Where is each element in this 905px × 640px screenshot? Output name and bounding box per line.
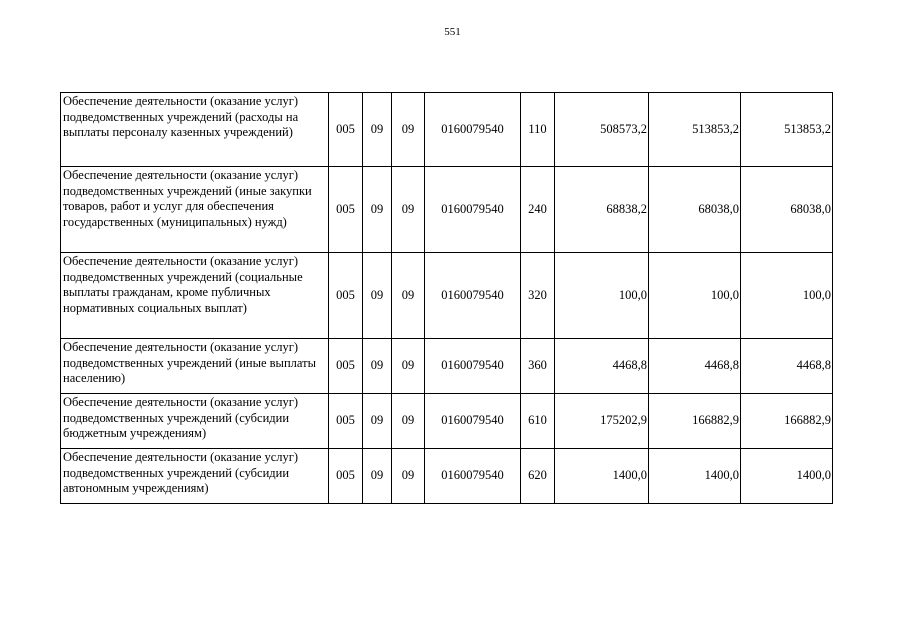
target-article-code: 0160079540 bbox=[425, 167, 521, 253]
row-description: Обеспечение деятельности (оказание услуг) подведомственных учреждений (иные выплаты населению) bbox=[61, 339, 329, 394]
target-article-code: 0160079540 bbox=[425, 339, 521, 394]
row-description: Обеспечение деятельности (оказание услуг) подведомственных учреждений (иные закупки товаров, работ и услуг для обеспечения государственных (муниципальных) нужд) bbox=[61, 167, 329, 253]
subsection-code: 09 bbox=[392, 167, 425, 253]
budget-table bbox=[60, 92, 833, 504]
amount-year-1: 175202,9 bbox=[555, 394, 649, 449]
expense-type-code: 360 bbox=[521, 339, 555, 394]
subsection-code: 09 bbox=[392, 253, 425, 339]
table-row bbox=[61, 339, 833, 394]
table-row bbox=[61, 253, 833, 339]
amount-year-1: 1400,0 bbox=[555, 449, 649, 504]
subsection-code: 09 bbox=[392, 394, 425, 449]
subsection-code: 09 bbox=[392, 339, 425, 394]
amount-year-1: 508573,2 bbox=[555, 93, 649, 167]
target-article-code: 0160079540 bbox=[425, 253, 521, 339]
table-row bbox=[61, 449, 833, 504]
amount-year-1: 4468,8 bbox=[555, 339, 649, 394]
amount-year-2: 4468,8 bbox=[649, 339, 741, 394]
row-description: Обеспечение деятельности (оказание услуг) подведомственных учреждений (социальные выплаты гражданам, кроме публичных нормативных социальных выплат) bbox=[61, 253, 329, 339]
amount-year-1: 68838,2 bbox=[555, 167, 649, 253]
ministry-code: 005 bbox=[329, 253, 363, 339]
ministry-code: 005 bbox=[329, 449, 363, 504]
section-code: 09 bbox=[363, 167, 392, 253]
amount-year-2: 68038,0 bbox=[649, 167, 741, 253]
target-article-code: 0160079540 bbox=[425, 93, 521, 167]
page-number: 551 bbox=[444, 26, 461, 38]
section-code: 09 bbox=[363, 93, 392, 167]
table-row bbox=[61, 93, 833, 167]
amount-year-1: 100,0 bbox=[555, 253, 649, 339]
amount-year-2: 513853,2 bbox=[649, 93, 741, 167]
table-row bbox=[61, 167, 833, 253]
expense-type-code: 240 bbox=[521, 167, 555, 253]
amount-year-3: 100,0 bbox=[741, 253, 833, 339]
expense-type-code: 110 bbox=[521, 93, 555, 167]
ministry-code: 005 bbox=[329, 167, 363, 253]
section-code: 09 bbox=[363, 253, 392, 339]
amount-year-3: 513853,2 bbox=[741, 93, 833, 167]
ministry-code: 005 bbox=[329, 394, 363, 449]
amount-year-2: 100,0 bbox=[649, 253, 741, 339]
row-description: Обеспечение деятельности (оказание услуг) подведомственных учреждений (субсидии бюджетным учреждениям) bbox=[61, 394, 329, 449]
subsection-code: 09 bbox=[392, 93, 425, 167]
target-article-code: 0160079540 bbox=[425, 394, 521, 449]
section-code: 09 bbox=[363, 394, 392, 449]
expense-type-code: 320 bbox=[521, 253, 555, 339]
row-description: Обеспечение деятельности (оказание услуг) подведомственных учреждений (расходы на выплаты персоналу казенных учреждений) bbox=[61, 93, 329, 167]
amount-year-3: 68038,0 bbox=[741, 167, 833, 253]
amount-year-3: 4468,8 bbox=[741, 339, 833, 394]
expense-type-code: 620 bbox=[521, 449, 555, 504]
amount-year-3: 1400,0 bbox=[741, 449, 833, 504]
ministry-code: 005 bbox=[329, 339, 363, 394]
subsection-code: 09 bbox=[392, 449, 425, 504]
amount-year-2: 1400,0 bbox=[649, 449, 741, 504]
table-row bbox=[61, 394, 833, 449]
expense-type-code: 610 bbox=[521, 394, 555, 449]
ministry-code: 005 bbox=[329, 93, 363, 167]
row-description: Обеспечение деятельности (оказание услуг) подведомственных учреждений (субсидии автономным учреждениям) bbox=[61, 449, 329, 504]
target-article-code: 0160079540 bbox=[425, 449, 521, 504]
amount-year-3: 166882,9 bbox=[741, 394, 833, 449]
amount-year-2: 166882,9 bbox=[649, 394, 741, 449]
section-code: 09 bbox=[363, 449, 392, 504]
section-code: 09 bbox=[363, 339, 392, 394]
